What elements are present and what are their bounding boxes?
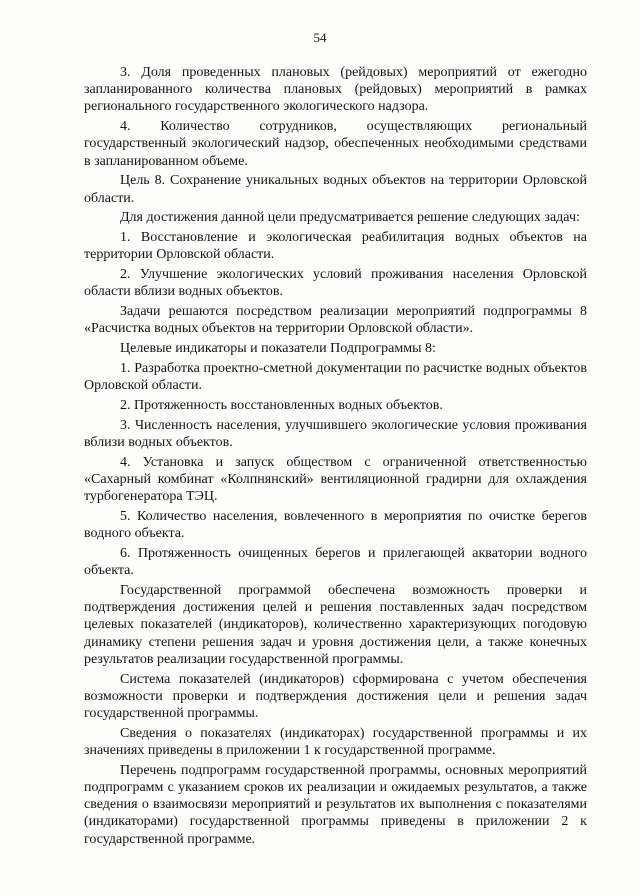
paragraph-indicator-4: 4. Количество сотрудников, осуществляющих региональный государственный экологический надзор, обеспеченных необходимыми средствами в запланированном объеме. bbox=[84, 119, 587, 169]
paragraph-goal-8: Цель 8. Сохранение уникальных водных объектов на территории Орловской области. bbox=[84, 173, 587, 206]
paragraph-appendix-2: Перечень подпрограмм государственной программы, основных мероприятий подпрограмм с указанием сроков их реализации и ожидаемых результатов, а также сведения о взаимосвязи мероприятий и результатов их выполнения с показателями (индикаторами) государственной программы приведены в приложении 2 к государственной программе. bbox=[84, 762, 587, 847]
paragraph-target-4: 4. Установка и запуск обществом с ограниченной ответственностью «Сахарный комбинат «Колпнянский» вентиляционной градирни для охлаждения турбогенератора ТЭЦ. bbox=[84, 454, 587, 505]
paragraph-subprogram-8: Задачи решаются посредством реализации мероприятий подпрограммы 8 «Расчистка водных объектов на территории Орловской области». bbox=[84, 304, 587, 337]
paragraph-target-3: 3. Численность населения, улучшившего экологические условия проживания вблизи водных объектов. bbox=[84, 417, 587, 450]
paragraph-tasks-intro: Для достижения данной цели предусматривается решение следующих задач: bbox=[120, 210, 580, 226]
paragraph-target-6: 6. Протяженность очищенных берегов и прилегающей акватории водного объекта. bbox=[84, 546, 587, 579]
paragraph-program-verification: Государственной программой обеспечена возможность проверки и подтверждения достижения целей и решения поставленных задач посредством целевых показателей (индикаторов), количественно характеризующих погодовую динамику степени решения задач и уровня достижения цели, а также конечных результатов реализации государственной программы. bbox=[84, 583, 587, 667]
paragraph-target-2: 2. Протяженность восстановленных водных объектов. bbox=[120, 398, 443, 413]
paragraph-target-5: 5. Количество населения, вовлеченного в мероприятия по очистке берегов водного объекта. bbox=[84, 509, 587, 542]
document-body bbox=[84, 64, 587, 850]
paragraph-indicator-3: 3. Доля проведенных плановых (рейдовых) мероприятий от ежегодно запланированного количества плановых (рейдовых) мероприятий в рамках регионального государственного экологического надзора. bbox=[84, 65, 587, 115]
paragraph-appendix-1: Сведения о показателях (индикаторах) государственной программы и их значениях приведены в приложении 1 к государственной программе. bbox=[84, 725, 587, 759]
paragraph-task-1: 1. Восстановление и экологическая реабилитация водных объектов на территории Орловской области. bbox=[84, 230, 587, 263]
paragraph-task-2: 2. Улучшение экологических условий проживания населения Орловской области вблизи водных объектов. bbox=[84, 267, 587, 300]
paragraph-targets-heading: Целевые индикаторы и показатели Подпрограммы 8: bbox=[120, 341, 436, 357]
paragraph-indicator-system: Система показателей (индикаторов) сформирована с учетом обеспечения возможности проверки и подтверждения достижения цели и решения задач государственной программы. bbox=[84, 671, 587, 722]
page-number: 54 bbox=[313, 30, 327, 45]
paragraph-target-1: 1. Разработка проектно-сметной документации по расчистке водных объектов Орловской области. bbox=[84, 361, 587, 394]
